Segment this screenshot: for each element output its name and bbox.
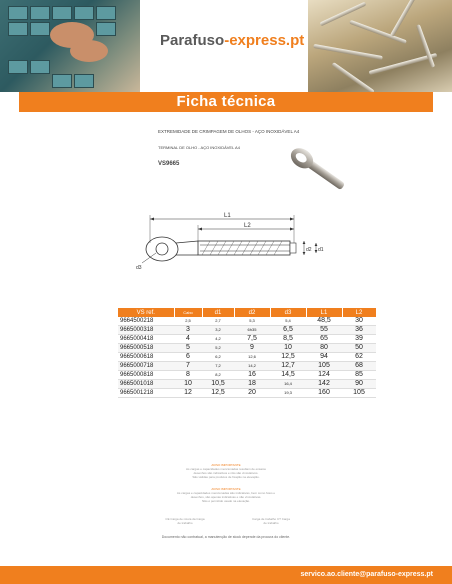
disclaimer: Documento não contratual, a manutenção de stock depende da procura do cliente. bbox=[161, 535, 291, 539]
label-left-line2: de trabalho bbox=[177, 521, 193, 525]
cell-ref: 9665000618 bbox=[118, 353, 174, 362]
header-photo-toolbox bbox=[0, 0, 140, 92]
label-d2: d2 bbox=[306, 247, 312, 253]
note2-line3: Não é permitido usado na elevação. bbox=[201, 499, 251, 503]
table-row bbox=[118, 389, 376, 398]
brand-name: Parafuso bbox=[160, 32, 225, 49]
drawing-eye-hole bbox=[156, 243, 168, 255]
note1-line1: As cargas e capacidades mencionadas resultam de ensaios bbox=[186, 467, 266, 471]
cell-d3: 5,4 bbox=[270, 317, 306, 326]
cell-d1: 2,7 bbox=[202, 317, 234, 326]
cell-ref: 9665001018 bbox=[118, 380, 174, 389]
col-header-d3: d3 bbox=[270, 308, 306, 317]
banner-title: Ficha técnica bbox=[176, 93, 276, 110]
cell-l2: 36 bbox=[342, 326, 376, 335]
note2-heading: AVISO IMPORTANTE bbox=[211, 487, 241, 491]
cell-l2: 50 bbox=[342, 344, 376, 353]
header-photo-screws bbox=[308, 0, 452, 92]
cell-cabo: 7 bbox=[174, 362, 202, 371]
note2-line2: desenhos, são apenas indicativas e não vinculativas. bbox=[190, 495, 262, 499]
col-header-cabo: Cabo bbox=[174, 308, 202, 317]
technical-drawing bbox=[128, 205, 328, 277]
cell-d1: 5,2 bbox=[202, 344, 234, 353]
table-row bbox=[118, 362, 376, 371]
cell-ref: 9665000418 bbox=[118, 335, 174, 344]
cell-ref: 9665000518 bbox=[118, 344, 174, 353]
cell-l1: 80 bbox=[306, 344, 342, 353]
cell-d1: 10,5 bbox=[202, 380, 234, 389]
col-header-d1: d1 bbox=[202, 308, 234, 317]
table-row bbox=[118, 335, 376, 344]
cell-d2: 5,3 bbox=[234, 317, 270, 326]
cell-d3: 16,4 bbox=[270, 380, 306, 389]
cell-d3: 8,5 bbox=[270, 335, 306, 344]
cell-cabo: 2,5 bbox=[174, 317, 202, 326]
product-subtitle: TERMINAL DE OLHO - AÇO INOXIDÁVEL A4 bbox=[158, 145, 240, 150]
cell-d2: 6h35 bbox=[234, 326, 270, 335]
cell-l2: 68 bbox=[342, 362, 376, 371]
cell-l1: 48,5 bbox=[306, 317, 342, 326]
label-right-line1: Carga de trabalho CT Carga bbox=[252, 517, 290, 521]
cell-l1: 124 bbox=[306, 371, 342, 380]
cell-ref: 9665001218 bbox=[118, 389, 174, 398]
col-header-l1: L1 bbox=[306, 308, 342, 317]
cell-l1: 160 bbox=[306, 389, 342, 398]
brand-logo bbox=[160, 32, 304, 49]
cell-d1: 7,2 bbox=[202, 362, 234, 371]
brand-suffix: -express.pt bbox=[224, 32, 305, 49]
cell-cabo: 3 bbox=[174, 326, 202, 335]
cell-d3: 14,5 bbox=[270, 371, 306, 380]
note1-line3: São válidas para produtos de fixação na elevação. bbox=[192, 475, 260, 479]
cell-ref: 9665000818 bbox=[118, 371, 174, 380]
cell-d2: 16 bbox=[234, 371, 270, 380]
cell-d2: 18 bbox=[234, 380, 270, 389]
cell-ref: 9665000718 bbox=[118, 362, 174, 371]
footer bbox=[0, 566, 452, 584]
cell-l1: 65 bbox=[306, 335, 342, 344]
header bbox=[0, 0, 452, 92]
cell-l1: 105 bbox=[306, 362, 342, 371]
label-left-line1: CE Carga de rotura da Carga bbox=[165, 517, 205, 521]
cell-l1: 55 bbox=[306, 326, 342, 335]
cell-cabo: 5 bbox=[174, 344, 202, 353]
table-row bbox=[118, 380, 376, 389]
product-photo bbox=[282, 140, 352, 200]
col-header-d2: d2 bbox=[234, 308, 270, 317]
table-header-row bbox=[118, 308, 376, 317]
table-row bbox=[118, 353, 376, 362]
cell-d3: 12,7 bbox=[270, 362, 306, 371]
cell-cabo: 6 bbox=[174, 353, 202, 362]
cell-d2: 20 bbox=[234, 389, 270, 398]
cell-l2: 39 bbox=[342, 335, 376, 344]
cell-cabo: 10 bbox=[174, 380, 202, 389]
cell-d1: 4,2 bbox=[202, 335, 234, 344]
product-ref-code: VS9665 bbox=[158, 161, 180, 167]
cell-l2: 62 bbox=[342, 353, 376, 362]
cell-l1: 94 bbox=[306, 353, 342, 362]
product-title: EXTREMIDADE DE CRIMPAGEM DE OLHOS - AÇO INOXIDÁVEL A4 bbox=[158, 129, 300, 134]
label-d3: d3 bbox=[136, 265, 142, 271]
note1-heading: AVISO IMPORTANTE bbox=[211, 463, 241, 467]
spec-table bbox=[118, 308, 377, 398]
contact-email-link[interactable]: servico.ao.cliente@parafuso-express.pt bbox=[300, 571, 433, 578]
table-row bbox=[118, 326, 376, 335]
note1-line2: desenhos são indicativos e não são vinculativos. bbox=[193, 471, 259, 475]
cell-d2: 9 bbox=[234, 344, 270, 353]
cell-l2: 105 bbox=[342, 389, 376, 398]
label-l2: L2 bbox=[244, 223, 251, 229]
table-row bbox=[118, 371, 376, 380]
cell-d2: 7,5 bbox=[234, 335, 270, 344]
cell-ref: 9665000318 bbox=[118, 326, 174, 335]
drawing-eye bbox=[146, 237, 178, 261]
cell-d3: 6,5 bbox=[270, 326, 306, 335]
cell-l1: 142 bbox=[306, 380, 342, 389]
cell-d1: 3,2 bbox=[202, 326, 234, 335]
cell-d3: 10 bbox=[270, 344, 306, 353]
cell-d3: 12,5 bbox=[270, 353, 306, 362]
title-banner bbox=[19, 92, 433, 112]
cell-l2: 90 bbox=[342, 380, 376, 389]
cell-d1: 8,2 bbox=[202, 371, 234, 380]
label-l1: L1 bbox=[224, 213, 231, 219]
cell-d1: 12,5 bbox=[202, 389, 234, 398]
table-row bbox=[118, 344, 376, 353]
table-row bbox=[118, 317, 376, 326]
label-d1: d1 bbox=[318, 247, 324, 253]
cell-cabo: 12 bbox=[174, 389, 202, 398]
cell-ref: 9664500218 bbox=[118, 317, 174, 326]
cell-l2: 30 bbox=[342, 317, 376, 326]
cell-d3: 19,3 bbox=[270, 389, 306, 398]
cell-cabo: 4 bbox=[174, 335, 202, 344]
cell-d2: 14,2 bbox=[234, 362, 270, 371]
drawing-barrel bbox=[198, 241, 290, 255]
cell-d1: 6,2 bbox=[202, 353, 234, 362]
cell-l2: 85 bbox=[342, 371, 376, 380]
note2-line1: As cargas e capacidades mencionadas são indicativas, bem como fotos e bbox=[176, 491, 276, 495]
label-right-line2: de trabalho bbox=[263, 521, 279, 525]
cell-cabo: 8 bbox=[174, 371, 202, 380]
cell-d2: 12,6 bbox=[234, 353, 270, 362]
col-header-vs-ref: VS ref. bbox=[118, 308, 174, 317]
col-header-l2: L2 bbox=[342, 308, 376, 317]
